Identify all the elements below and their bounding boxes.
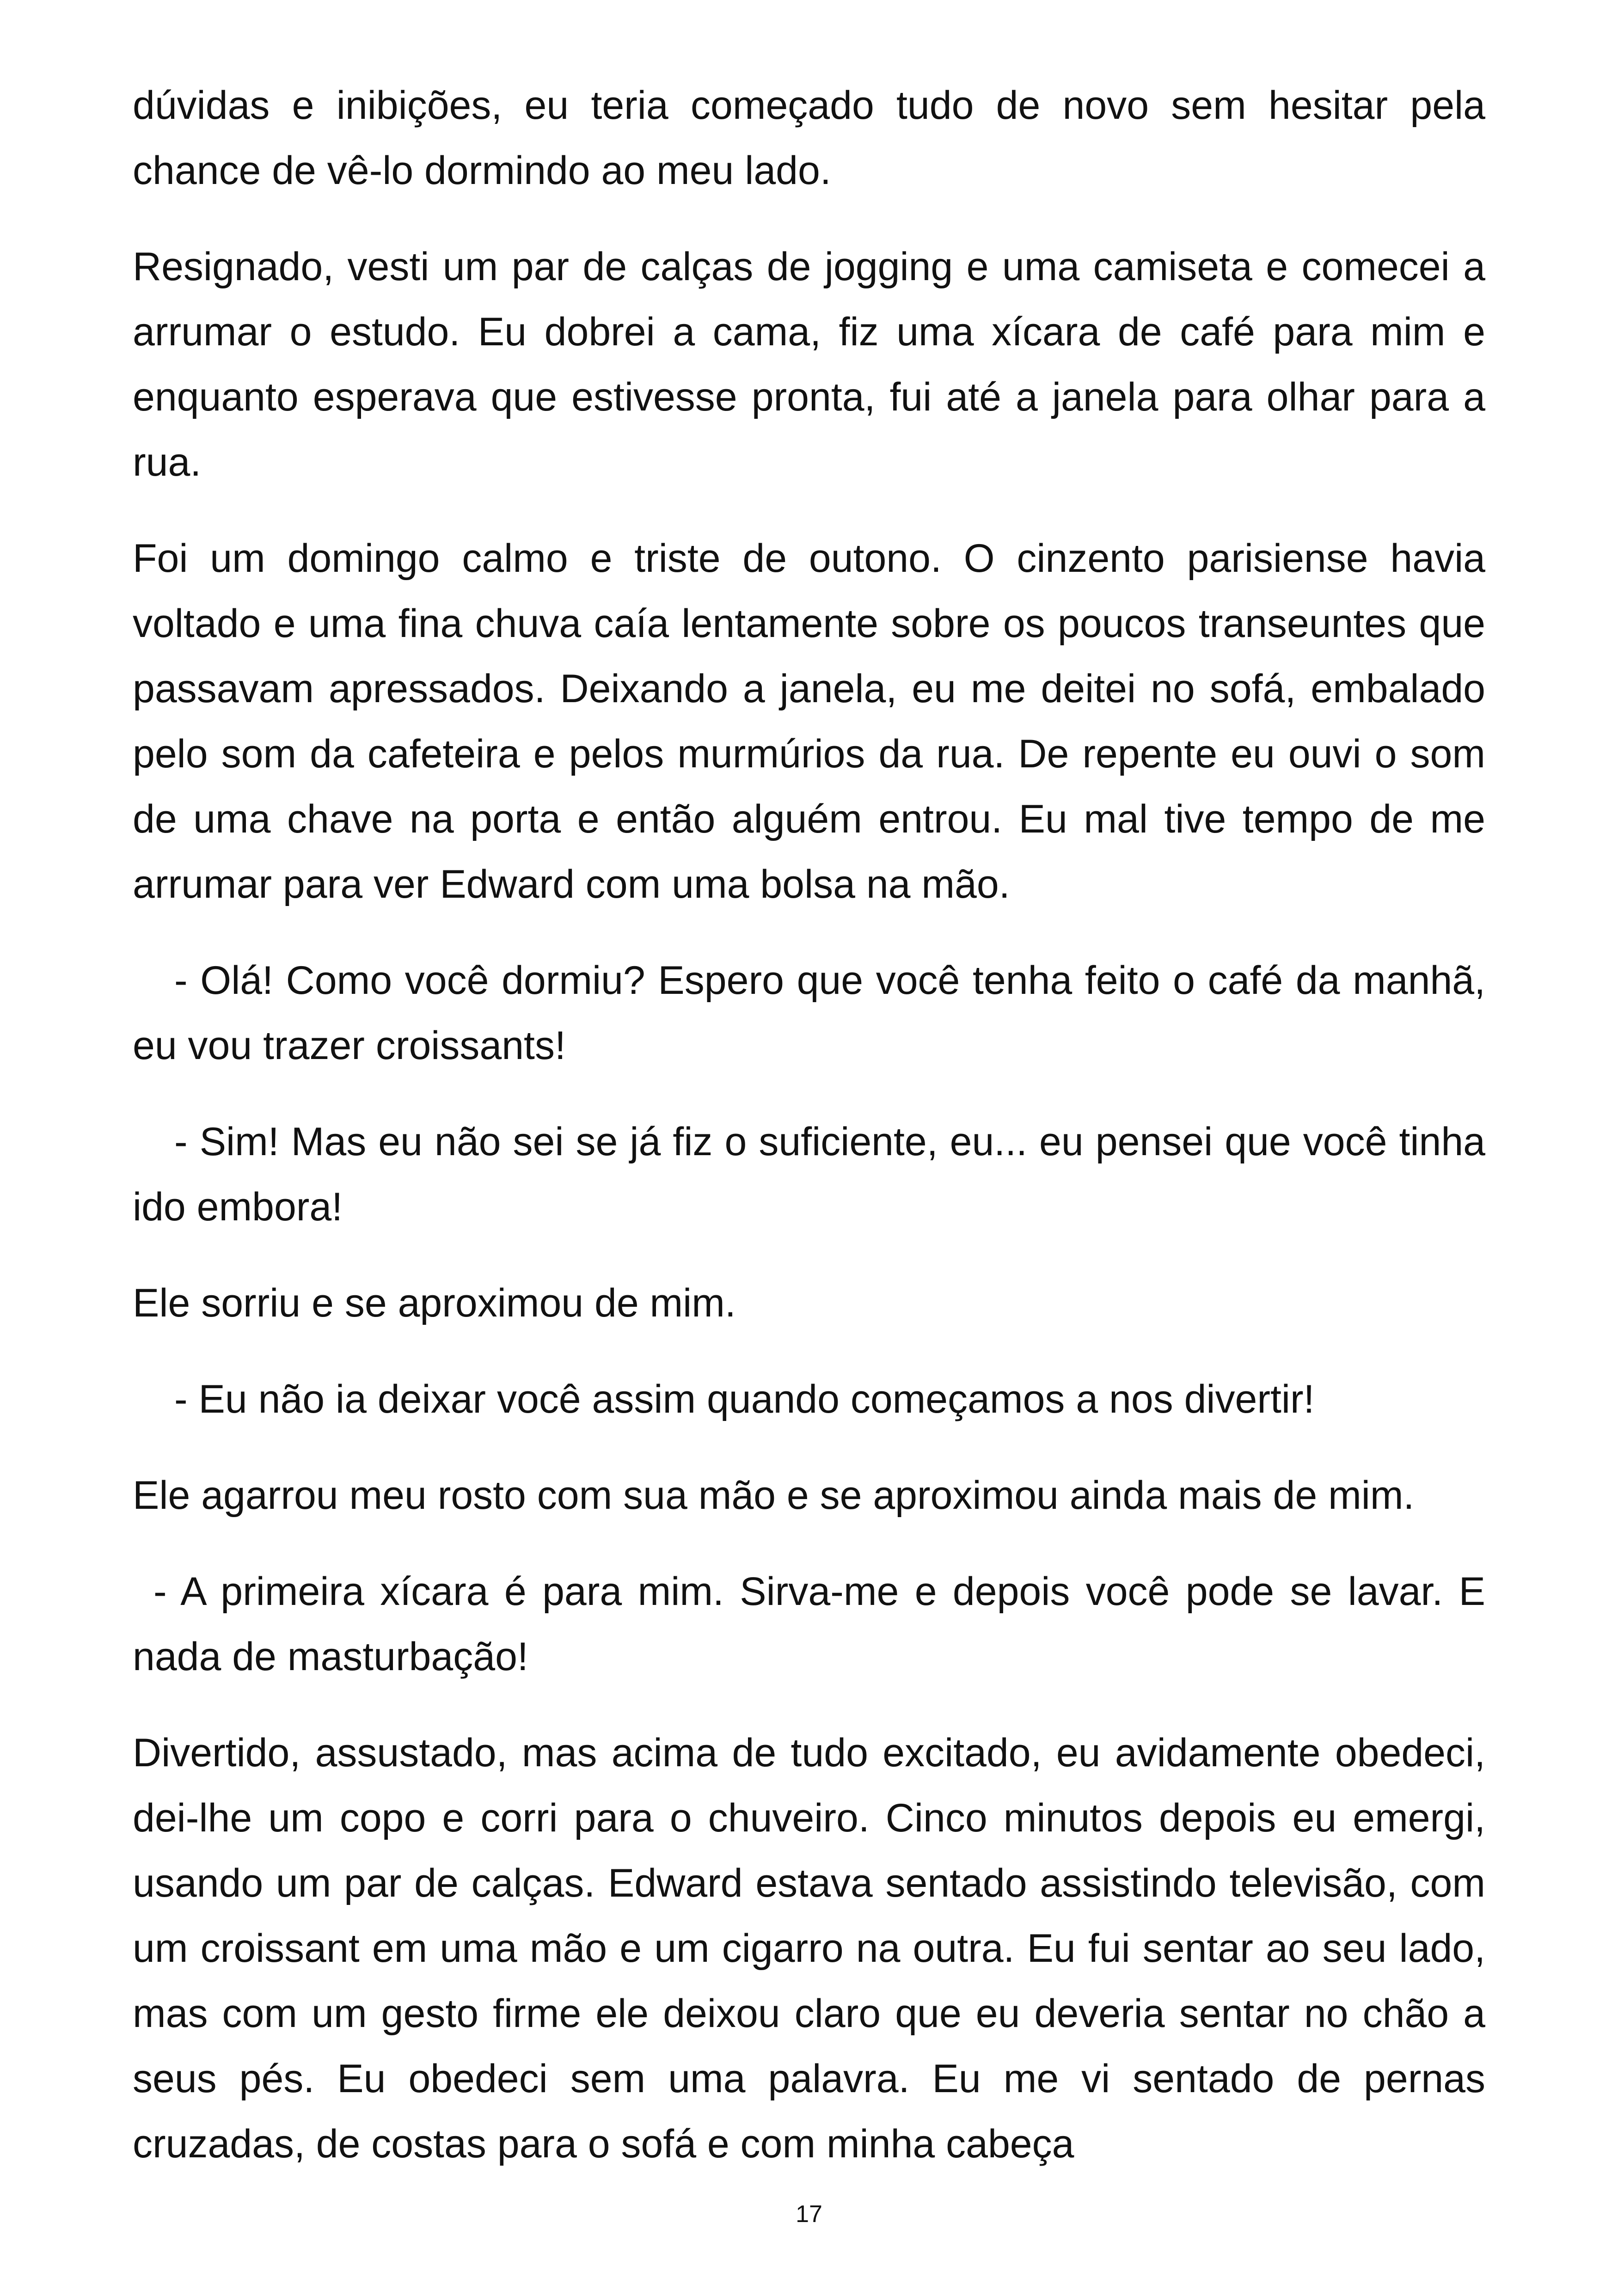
dialogue-paragraph: - Eu não ia deixar você assim quando começamos a nos divertir! [174,1377,1315,1421]
dialogue-paragraph: - A primeira xícara é para mim. Sirva-me e depois você pode se lavar. E nada de masturbação! [133,1569,1485,1679]
paragraph: Ele agarrou meu rosto com sua mão e se aproximou ainda mais de mim. [133,1473,1415,1518]
paragraph: Foi um domingo calmo e triste de outono. O cinzento parisiense havia voltado e uma fina chuva caía lentamente sobre os poucos transeuntes que passavam apressados. Deixando a janela, eu me deitei no sofá, embalado pelo som da cafeteira e pelos murmúrios da rua. De repente eu ouvi o som de uma chave na porta e então alguém entrou. Eu mal tive tempo de me arrumar para ver Edward com uma bolsa na mão. [133,536,1485,906]
paragraph: dúvidas e inibições, eu teria começado tudo de novo sem hesitar pela chance de vê-lo dormindo ao meu lado. [133,83,1485,193]
paragraph: Ele sorriu e se aproximou de mim. [133,1281,736,1325]
text-body [133,73,1485,2208]
dialogue-paragraph: - Olá! Como você dormiu? Espero que você tenha feito o café da manhã, eu vou trazer croissants! [133,958,1485,1068]
paragraph: Resignado, vesti um par de calças de jogging e uma camiseta e comecei a arrumar o estudo. Eu dobrei a cama, fiz uma xícara de café para mim e enquanto esperava que estivesse pronta, fui até a janela para olhar para a rua. [133,245,1485,484]
paragraph: Divertido, assustado, mas acima de tudo excitado, eu avidamente obedeci, dei-lhe um copo e corri para o chuveiro. Cinco minutos depois eu emergi, usando um par de calças. Edward estava sentado assistindo televisão, com um croissant em uma mão e um cigarro na outra. Eu fui sentar ao seu lado, mas com um gesto firme ele deixou claro que eu deveria sentar no chão a seus pés. Eu obedeci sem uma palavra. Eu me vi sentado de pernas cruzadas, de costas para o sofá e com minha cabeça [133,1731,1485,2166]
dialogue-paragraph: - Sim! Mas eu não sei se já fiz o suficiente, eu... eu pensei que você tinha ido embora! [133,1120,1485,1229]
page-number: 17 [796,2201,822,2228]
